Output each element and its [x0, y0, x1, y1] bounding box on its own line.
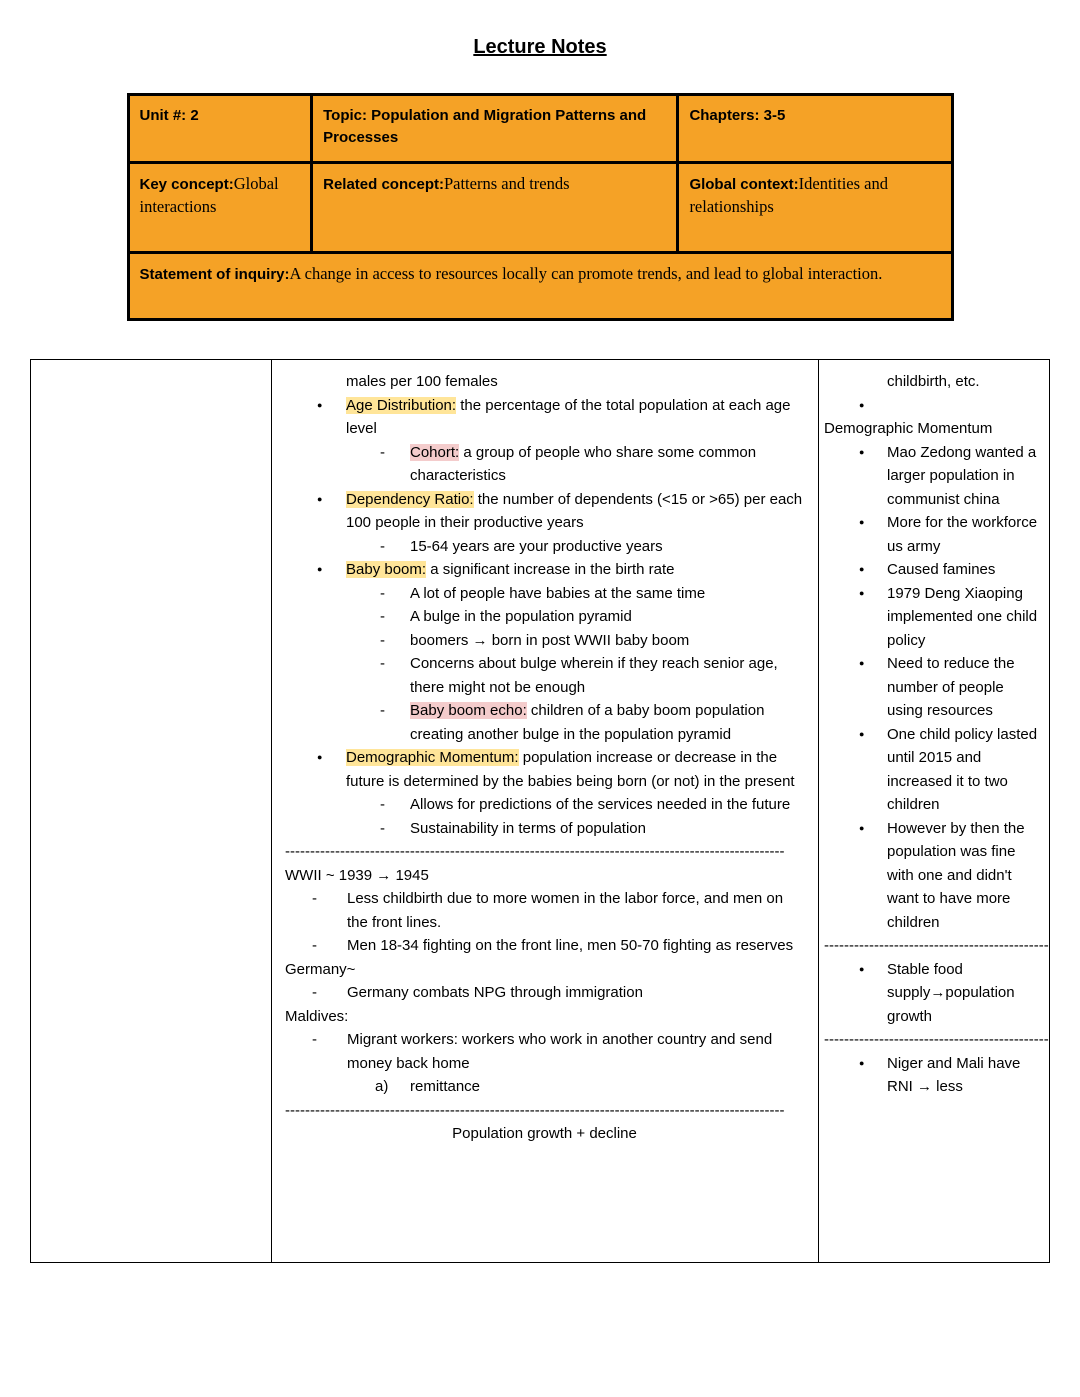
highlighted-term: Baby boom echo: — [410, 702, 527, 719]
note-line — [272, 629, 818, 653]
note-text — [410, 655, 778, 696]
note-text — [887, 444, 1036, 508]
note-line — [272, 887, 818, 934]
bullet-icon: ● — [859, 446, 865, 457]
highlighted-term: Age Distribution: — [346, 396, 457, 414]
note-text — [410, 820, 646, 837]
note-line — [819, 417, 1049, 441]
notes-left-column — [31, 360, 271, 1262]
highlighted-term: Dependency Ratio: — [346, 490, 474, 508]
text-run: the percentage of the total population at each age level — [346, 396, 791, 437]
chapters-label: Chapters: 3-5 — [689, 107, 786, 124]
note-line — [272, 370, 818, 394]
notes-right-column — [819, 360, 1049, 1262]
related-concept-label: Related concept: — [323, 176, 444, 193]
note-line — [819, 394, 1049, 418]
unit-cell — [128, 95, 312, 163]
text-run: A lot of people have babies at the same time — [410, 584, 706, 602]
note-text — [410, 1078, 480, 1095]
highlighted-term: Baby boom: — [346, 561, 427, 578]
note-text — [346, 749, 795, 790]
text-run: Less childbirth due to more women in the labor force, and men on the front lines. — [347, 890, 784, 931]
note-text — [346, 373, 498, 390]
note-line — [272, 605, 818, 629]
bullet-icon: ● — [317, 752, 323, 762]
text-run: children of a baby boom population creating another bulge in the population pyramid — [410, 702, 765, 743]
text-run: Niger and Mali have RNI → less — [887, 1054, 1021, 1095]
text-run: A bulge in the population pyramid — [410, 608, 632, 625]
note-text — [347, 1031, 772, 1072]
note-line — [819, 582, 1049, 653]
text-run: Sustainability in terms of population — [410, 819, 646, 837]
dash-marker: - — [380, 819, 385, 837]
note-line — [819, 441, 1049, 512]
dash-marker: - — [312, 890, 317, 907]
note-line — [272, 488, 818, 535]
note-text — [347, 984, 643, 1001]
text-run: Need to reduce the number of people using resources — [887, 655, 1015, 719]
highlighted-term: Cohort: — [410, 443, 460, 461]
statement-of-inquiry-cell — [128, 253, 952, 320]
text-run: However by then the population was fine with one and didn't want to have more children — [887, 819, 1025, 931]
note-line — [819, 511, 1049, 558]
global-context-label: Global context: — [689, 176, 799, 193]
note-text — [887, 585, 1037, 649]
text-run: Allows for predictions of the services needed in the future — [410, 796, 791, 813]
note-text — [887, 961, 1015, 1025]
notes-middle-column — [271, 360, 819, 1262]
note-line — [272, 817, 818, 841]
text-run: a significant increase in the birth rate — [426, 561, 675, 578]
text-run: WWII ~ 1939 → 1945 — [285, 866, 429, 884]
note-line — [819, 1052, 1049, 1099]
key-concept-value: Global interactions — [139, 174, 279, 216]
note-line — [272, 558, 818, 582]
note-text — [410, 632, 689, 649]
note-line — [272, 1005, 818, 1029]
note-line — [272, 1028, 818, 1075]
bullet-icon: ● — [859, 728, 865, 739]
related-concept-cell — [312, 163, 678, 253]
dash-marker: - — [380, 796, 385, 813]
text-run: Germany combats NPG through immigration — [347, 984, 643, 1001]
bullet-icon: ● — [317, 399, 323, 410]
note-text — [347, 890, 783, 931]
note-line — [819, 652, 1049, 723]
note-line — [819, 558, 1049, 582]
note-text — [410, 585, 705, 602]
topic-label: Topic: Population and Migration Patterns and Processes — [323, 107, 647, 146]
text-run: Mao Zedong wanted a larger population in communist china — [887, 443, 1037, 508]
dash-marker: - — [380, 702, 385, 719]
note-text — [285, 1008, 348, 1025]
note-text — [346, 397, 791, 438]
bullet-icon: ● — [859, 564, 865, 574]
chapters-cell — [678, 95, 952, 163]
note-line — [272, 746, 818, 793]
note-line — [272, 441, 818, 488]
text-run: Maldives: — [285, 1007, 349, 1025]
note-text — [887, 373, 980, 390]
bullet-icon: ● — [859, 963, 865, 974]
info-table — [127, 93, 954, 321]
note-text — [410, 538, 663, 555]
text-run: Demographic Momentum — [824, 420, 993, 437]
text-run: More for the workforce us army — [887, 514, 1038, 555]
key-concept-cell — [128, 163, 312, 253]
text-run: Caused famines — [887, 561, 996, 578]
note-text — [824, 420, 992, 437]
text-run: Concerns about bulge wherein if they reach senior age, there might not be enough — [410, 655, 778, 696]
bullet-icon: ● — [859, 587, 865, 598]
note-text — [285, 867, 429, 884]
note-line — [272, 958, 818, 982]
divider-line: --------------------------------------------- — [824, 937, 1049, 954]
note-text — [346, 491, 802, 532]
statement-value: A change in access to resources locally can promote trends, and lead to global interaction. — [289, 264, 883, 283]
text-run: population increase or decrease in the future is determined by the babies being born (or not) in the present — [346, 749, 795, 790]
note-text — [452, 1125, 637, 1142]
note-text — [887, 820, 1025, 931]
note-text — [346, 561, 675, 578]
text-run: boomers → born in post WWII baby boom — [410, 631, 690, 649]
text-run: a group of people who share some common characteristics — [410, 443, 757, 484]
note-text — [410, 796, 790, 813]
letter-marker: a) — [375, 1078, 389, 1095]
dash-marker: - — [312, 984, 317, 1001]
key-concept-label: Key concept: — [139, 176, 234, 193]
note-line — [272, 652, 818, 699]
text-run: Men 18-34 fighting on the front line, men 50-70 fighting as reserves — [347, 937, 794, 954]
note-text — [887, 655, 1015, 719]
note-line — [272, 582, 818, 606]
text-run: Germany~ — [285, 960, 356, 978]
global-context-cell — [678, 163, 952, 253]
dash-marker: - — [380, 608, 385, 625]
divider-line: ---------------------------------------------------------------------------------------------------- — [285, 1101, 785, 1119]
note-line — [272, 934, 818, 958]
note-line — [819, 958, 1049, 1029]
note-line — [819, 723, 1049, 817]
note-line — [272, 1122, 818, 1146]
text-run: remittance — [410, 1078, 481, 1095]
statement-label: Statement of inquiry: — [139, 266, 290, 283]
text-run: males per 100 females — [346, 373, 498, 390]
notes-table — [30, 359, 1050, 1263]
note-text — [887, 561, 995, 578]
bullet-icon: ● — [859, 1057, 865, 1068]
bullet-icon: ● — [859, 822, 865, 833]
note-line — [272, 699, 818, 746]
text-run: 1979 Deng Xiaoping implemented one child policy — [887, 584, 1038, 649]
note-text — [347, 937, 793, 954]
bullet-icon: ● — [859, 399, 865, 410]
dash-marker: - — [380, 631, 385, 649]
dash-marker: - — [312, 1031, 317, 1048]
note-line — [272, 793, 818, 817]
divider-line: ---------------------------------------------------------------------------------------------------- — [285, 843, 785, 860]
note-text — [410, 608, 632, 625]
note-line — [272, 1075, 818, 1099]
dash-marker: - — [312, 937, 317, 954]
text-run: Migrant workers: workers who work in another country and send money back home — [347, 1031, 773, 1072]
text-run: One child policy lasted until 2015 and increased it to two children — [887, 725, 1038, 813]
dash-marker: - — [380, 443, 385, 461]
global-context-value: Identities and relationships — [689, 174, 888, 216]
note-text — [887, 726, 1037, 814]
bullet-icon: ● — [859, 658, 865, 668]
divider-line: --------------------------------------------- — [824, 1031, 1049, 1048]
bullet-icon: ● — [317, 493, 323, 504]
text-run: 15-64 years are your productive years — [410, 537, 663, 555]
note-text — [410, 444, 756, 485]
note-line — [272, 394, 818, 441]
dash-marker: - — [380, 537, 385, 555]
dash-marker: - — [380, 655, 385, 672]
note-line — [272, 981, 818, 1005]
text-run: the number of dependents (<15 or >65) per each 100 people in their productive years — [346, 490, 803, 531]
text-run: Population growth + decline — [452, 1125, 637, 1142]
page-title: Lecture Notes — [473, 36, 607, 58]
dash-marker: - — [380, 584, 385, 602]
bullet-icon: ● — [859, 517, 865, 527]
note-text — [887, 1055, 1020, 1096]
bullet-icon: ● — [317, 564, 323, 574]
text-run: Stable food supply→population growth — [887, 960, 1015, 1025]
note-line — [819, 370, 1049, 394]
note-line — [272, 535, 818, 559]
note-line — [819, 817, 1049, 935]
highlighted-term: Demographic Momentum: — [346, 749, 519, 766]
related-concept-value: Patterns and trends — [443, 174, 570, 193]
note-line — [272, 864, 818, 888]
note-text — [410, 702, 764, 743]
topic-cell — [312, 95, 678, 163]
note-text — [887, 514, 1037, 555]
note-text — [285, 961, 355, 978]
unit-label: Unit #: 2 — [139, 107, 199, 124]
text-run: childbirth, etc. — [887, 373, 980, 390]
